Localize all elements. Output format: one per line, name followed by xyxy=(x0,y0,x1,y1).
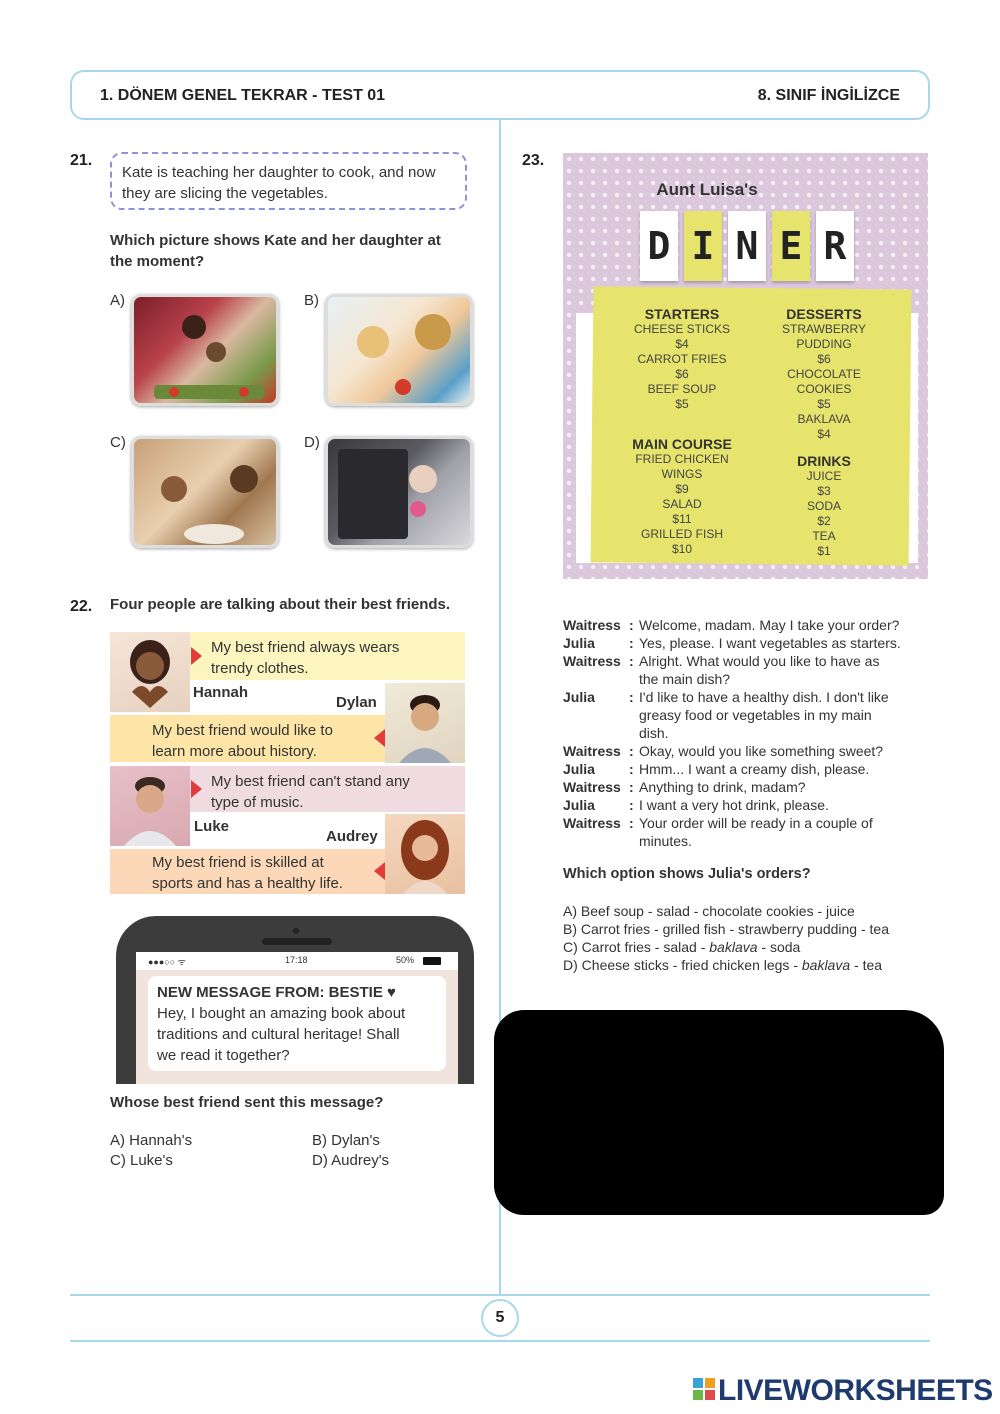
menu-item: CHOCOLATE xyxy=(787,367,861,381)
dialogue-line xyxy=(563,670,933,688)
menu-item: BAKLAVA xyxy=(797,412,851,426)
menu-price: $5 xyxy=(675,397,689,411)
brand-name[interactable]: LIVEWORKSHEETS xyxy=(718,1374,993,1407)
q21-prompt-box xyxy=(110,152,467,210)
menu-section-title: MAIN COURSE xyxy=(632,436,732,452)
page-number: 5 xyxy=(481,1299,519,1337)
menu-price: $2 xyxy=(817,514,831,528)
dialogue-line xyxy=(563,814,933,832)
q22-question: Whose best friend sent this message? xyxy=(110,1094,384,1111)
q21-number: 21. xyxy=(70,152,93,169)
answer-text: - soda xyxy=(757,939,801,955)
answer-letter: D) xyxy=(563,957,582,973)
dialogue-text: dish. xyxy=(639,725,669,741)
arrow-right-icon xyxy=(191,647,202,665)
phone-camera-icon xyxy=(293,928,299,934)
dialogue-line xyxy=(563,778,933,796)
dialogue-colon: : xyxy=(629,743,634,759)
class-title: 8. SINIF İNGİLİZCE xyxy=(757,87,900,104)
dialogue-line xyxy=(563,652,933,670)
q22-number: 22. xyxy=(70,598,93,615)
q21-question-line: the moment? xyxy=(110,253,205,270)
dylan-avatar xyxy=(385,683,465,763)
dialogue-text: greasy food or vegetables in my main xyxy=(639,707,872,723)
dialogue-line xyxy=(563,688,933,706)
diner-letter: D xyxy=(640,211,678,281)
dialogue-text: the main dish? xyxy=(639,671,731,687)
person-icon xyxy=(385,814,465,894)
speech-line: learn more about history. xyxy=(152,743,317,760)
q21-question-line: Which picture shows Kate and her daughter at xyxy=(110,232,441,249)
dialogue-line xyxy=(563,796,933,814)
header-bar xyxy=(70,70,930,120)
speech-line: My best friend can't stand any xyxy=(211,773,410,790)
redacted-area xyxy=(494,1010,944,1215)
phone-speaker xyxy=(262,938,332,945)
menu-item: CARROT FRIES xyxy=(637,352,727,366)
q22-answer-a[interactable]: A) Hannah's xyxy=(110,1132,193,1149)
dialogue-text: Hmm... I want a creamy dish, please. xyxy=(639,761,870,777)
speech-line: My best friend always wears xyxy=(211,639,400,656)
battery-level: 50% xyxy=(396,955,415,965)
dialogue-line xyxy=(563,706,933,724)
answer-letter: A) xyxy=(563,903,581,919)
dialogue-speaker: Julia xyxy=(563,797,595,813)
menu-item: GRILLED FISH xyxy=(640,527,724,541)
diner-letter: I xyxy=(684,211,722,281)
battery-icon xyxy=(423,957,441,965)
menu-price: $10 xyxy=(671,542,693,556)
dylan-speech xyxy=(152,720,333,762)
answer-text: Cheese sticks - fried chicken legs - xyxy=(581,957,802,973)
menu-item: SODA xyxy=(806,499,841,513)
menu-item: SALAD xyxy=(662,497,702,511)
dialogue-line xyxy=(563,724,933,742)
hannah-speech xyxy=(211,637,399,679)
q21-prompt-line: they are slicing the vegetables. xyxy=(122,185,328,202)
q22-title: Four people are talking about their best friends. xyxy=(110,596,451,613)
q21-option-a-photo[interactable] xyxy=(131,294,279,406)
signal-icon: ●●●○○ ᯤ xyxy=(148,957,186,967)
q23-answer-option[interactable] xyxy=(563,902,933,920)
footer-line xyxy=(70,1340,930,1342)
message-line: traditions and cultural heritage! Shall xyxy=(157,1026,400,1043)
dialogue-speaker: Waitress xyxy=(563,779,621,795)
q21-option-b-label[interactable]: B) xyxy=(304,292,319,309)
dialogue-text: I want a very hot drink, please. xyxy=(639,797,829,813)
menu-section-title: DESSERTS xyxy=(786,306,862,322)
dialogue-line xyxy=(563,616,933,634)
q23-answer-option[interactable] xyxy=(563,920,933,938)
menu-price: $6 xyxy=(817,352,831,366)
menu-main-course xyxy=(612,436,752,557)
dialogue-speaker: Julia xyxy=(563,635,595,651)
q21-option-d-photo[interactable] xyxy=(325,436,473,548)
dialogue-line xyxy=(563,742,933,760)
kitchen-photo-icon xyxy=(134,297,279,406)
dialogue-line xyxy=(563,634,933,652)
menu-drinks xyxy=(756,453,892,559)
dialogue-speaker: Waitress xyxy=(563,617,621,633)
baking-photo-icon xyxy=(134,439,279,548)
dialogue-line xyxy=(563,832,933,850)
menu-price: $4 xyxy=(675,337,689,351)
dialogue-speaker: Julia xyxy=(563,761,595,777)
dialogue-colon: : xyxy=(629,653,634,669)
audrey-avatar xyxy=(385,814,465,894)
message-line: we read it together? xyxy=(157,1047,290,1064)
speech-line: My best friend would like to xyxy=(152,722,333,739)
dialogue-speaker: Waitress xyxy=(563,653,621,669)
hannah-avatar xyxy=(110,632,190,712)
answer-text-italic: baklava xyxy=(709,939,758,955)
dialogue-line xyxy=(563,760,933,778)
phone-status-bar xyxy=(136,952,458,970)
dialogue-text: Anything to drink, madam? xyxy=(639,779,806,795)
dylan-name: Dylan xyxy=(336,694,377,711)
luke-name: Luke xyxy=(194,818,230,835)
menu-desserts xyxy=(756,306,892,442)
answer-text: Carrot fries - salad - xyxy=(581,939,710,955)
q22-answer-c[interactable]: C) Luke's xyxy=(110,1152,173,1169)
dialogue-colon: : xyxy=(629,617,634,633)
diner-owner: Aunt Luisa's xyxy=(656,180,758,199)
q21-prompt-line: Kate is teaching her daughter to cook, and now xyxy=(122,164,436,181)
dialogue-text: Yes, please. I want vegetables as starters. xyxy=(639,635,901,651)
dialogue-text: Okay, would you like something sweet? xyxy=(639,743,884,759)
dialogue-speaker: Waitress xyxy=(563,743,621,759)
person-icon xyxy=(110,632,190,712)
message-line: Hey, I bought an amazing book about xyxy=(157,1005,406,1022)
arrow-left-icon xyxy=(374,862,385,880)
mother-daughter-photo-icon xyxy=(328,297,473,406)
q21-question xyxy=(110,230,480,272)
dialogue-colon: : xyxy=(629,689,634,705)
q22-answer-b[interactable]: B) Dylan's xyxy=(312,1132,380,1149)
menu-price: $11 xyxy=(672,512,692,526)
footer-line xyxy=(70,1294,930,1296)
menu-item: JUICE xyxy=(806,469,842,483)
dialogue-colon: : xyxy=(629,815,634,831)
q23-dialogue xyxy=(563,616,933,850)
menu-price: $5 xyxy=(817,397,831,411)
q21-option-c-label[interactable]: C) xyxy=(110,434,126,451)
answer-text: - tea xyxy=(850,957,883,973)
menu-item: CHEESE STICKS xyxy=(633,322,731,336)
menu-price: $6 xyxy=(675,367,689,381)
q21-option-c-photo[interactable] xyxy=(131,436,279,548)
dialogue-colon: : xyxy=(629,635,634,651)
arrow-left-icon xyxy=(374,729,385,747)
message-card xyxy=(148,976,446,1071)
menu-item: PUDDING xyxy=(796,337,852,351)
answer-text: Beef soup - salad - chocolate cookies - juice xyxy=(580,903,855,919)
q21-option-b-photo[interactable] xyxy=(325,294,473,406)
dialogue-text: I'd like to have a healthy dish. I don't like xyxy=(639,689,889,705)
menu-price: $1 xyxy=(817,544,831,558)
arrow-right-icon xyxy=(191,780,202,798)
q21-option-d-label[interactable]: D) xyxy=(304,434,320,451)
menu-item: STRAWBERRY xyxy=(781,322,866,336)
menu-price: $3 xyxy=(817,484,831,498)
oven-photo-icon xyxy=(328,439,473,548)
dialogue-text: Welcome, madam. May I take your order? xyxy=(639,617,900,633)
speech-line: type of music. xyxy=(211,794,304,811)
dialogue-colon: : xyxy=(629,797,634,813)
test-title: 1. DÖNEM GENEL TEKRAR - TEST 01 xyxy=(100,87,386,104)
q23-answers xyxy=(563,902,933,974)
q21-option-a-label[interactable]: A) xyxy=(110,292,125,309)
speech-line: My best friend is skilled at xyxy=(152,854,324,871)
q23-answer-option[interactable] xyxy=(563,956,933,974)
dialogue-text: Your order will be ready in a couple of xyxy=(639,815,873,831)
message-header: NEW MESSAGE FROM: BESTIE ♥ xyxy=(157,984,396,1001)
liveworksheets-logo-icon xyxy=(693,1378,715,1400)
menu-price: $4 xyxy=(817,427,831,441)
q23-answer-option[interactable] xyxy=(563,938,933,956)
menu-section-title: DRINKS xyxy=(797,453,851,469)
menu-item: TEA xyxy=(812,529,836,543)
luke-speech xyxy=(211,771,410,813)
hannah-name: Hannah xyxy=(193,684,249,701)
dialogue-speaker: Julia xyxy=(563,689,595,705)
person-icon xyxy=(385,683,465,763)
answer-text: Carrot fries - grilled fish - strawberry pudding - tea xyxy=(580,921,889,937)
menu-price: $9 xyxy=(675,482,689,496)
diner-letter: E xyxy=(772,211,810,281)
person-icon xyxy=(110,766,190,846)
q22-answer-d[interactable]: D) Audrey's xyxy=(312,1152,390,1169)
q23-question: Which option shows Julia's orders? xyxy=(563,866,811,882)
dialogue-text: Alright. What would you like to have as xyxy=(639,653,880,669)
audrey-name: Audrey xyxy=(326,828,378,845)
menu-item: BEEF SOUP xyxy=(647,382,717,396)
status-time: 17:18 xyxy=(285,955,308,965)
menu-item: FRIED CHICKEN xyxy=(635,452,729,466)
dialogue-colon: : xyxy=(629,779,634,795)
answer-text-italic: baklava xyxy=(801,957,851,973)
answer-letter: C) xyxy=(563,939,582,955)
speech-line: sports and has a healthy life. xyxy=(152,875,343,892)
diner-letter: N xyxy=(728,211,766,281)
dialogue-text: minutes. xyxy=(639,833,692,849)
luke-avatar xyxy=(110,766,190,846)
audrey-speech xyxy=(152,852,343,894)
menu-starters xyxy=(612,306,752,412)
diner-letter: R xyxy=(816,211,854,281)
menu-item: COOKIES xyxy=(796,382,852,396)
q23-number: 23. xyxy=(522,152,545,169)
dialogue-speaker: Waitress xyxy=(563,815,621,831)
menu-item: WINGS xyxy=(661,467,703,481)
diner-sign xyxy=(640,211,858,283)
answer-letter: B) xyxy=(563,921,581,937)
dialogue-colon: : xyxy=(629,761,634,777)
menu-section-title: STARTERS xyxy=(644,306,720,322)
speech-line: trendy clothes. xyxy=(211,660,309,677)
